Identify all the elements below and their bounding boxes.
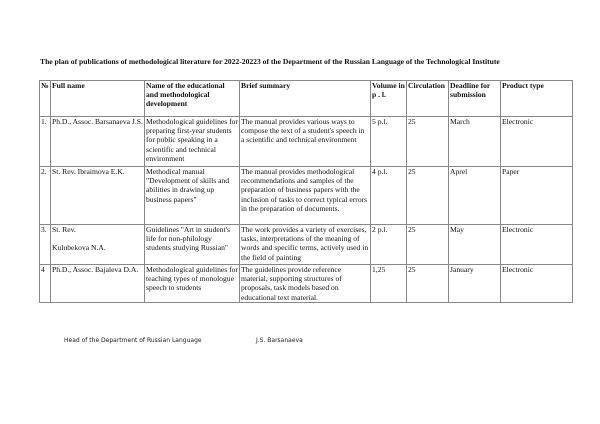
- cell-full-name: Ph.D., Assoc. Barsanaeva J.S.: [51, 117, 145, 167]
- table-row: [40, 167, 573, 225]
- header-volume: Volume in p . l.: [371, 81, 407, 117]
- cell-number: 1.: [40, 117, 51, 167]
- header-brief-summary: Brief summary: [240, 81, 371, 117]
- cell-deadline: Aprel: [449, 167, 501, 225]
- cell-product-type: Electronic: [501, 225, 573, 265]
- cell-product-type: Electronic: [501, 117, 573, 167]
- cell-educational-development: Methodical manual "Development of skills and abilities in drawing up business papers": [145, 167, 240, 225]
- cell-deadline: May: [449, 225, 501, 265]
- cell-full-name: St. Rev. Ibraimova E.K.: [51, 167, 145, 225]
- header-deadline: Deadline for submission: [449, 81, 501, 117]
- cell-volume: 2 p.l.: [371, 225, 407, 265]
- header-product-type: Product type: [501, 81, 573, 117]
- cell-circulation: 25: [407, 265, 449, 303]
- cell-brief-summary: The work provides a variety of exercises, tasks, interpretations of the meaning of words and specific terms, actively used in the field of painting: [240, 225, 371, 265]
- cell-deadline: March: [449, 117, 501, 167]
- footer-signatory-name: J.S. Barsanaeva: [256, 337, 303, 344]
- table-row: [40, 265, 573, 303]
- header-number: №: [40, 81, 51, 117]
- cell-number: 2.: [40, 167, 51, 225]
- cell-educational-development: Methodological guidelines for teaching types of monologue speech to students: [145, 265, 240, 303]
- cell-brief-summary: The manual provides various ways to compose the text of a student's speech in a scientific and technical environment: [240, 117, 371, 167]
- header-circulation: Circulation: [407, 81, 449, 117]
- table-row: [40, 225, 573, 265]
- cell-volume: 5 p.l.: [371, 117, 407, 167]
- cell-full-name: Ph.D., Assoc. Bajaleva D.A.: [51, 265, 145, 303]
- footer-position: Head of the Department of Russian Language: [64, 337, 202, 344]
- cell-educational-development: Methodological guidelines for preparing first-year students for public speaking in a scientific and technical environment: [145, 117, 240, 167]
- header-full-name: Full name: [51, 81, 145, 117]
- cell-circulation: 25: [407, 225, 449, 265]
- cell-brief-summary: The guidelines provide reference material, supporting structures of proposals, task models based on educational text material.: [240, 265, 371, 303]
- cell-product-type: Electronic: [501, 265, 573, 303]
- cell-circulation: 25: [407, 117, 449, 167]
- cell-circulation: 25: [407, 167, 449, 225]
- cell-full-name: St. Rev. Kulubekova N.A.: [51, 225, 145, 265]
- cell-volume: 4 p.l.: [371, 167, 407, 225]
- table-row: [40, 117, 573, 167]
- cell-educational-development: Guidelines "Art in student's life for non-philology students studying Russian": [145, 225, 240, 265]
- document-title: The plan of publications of methodological literature for 2022-20223 of the Department of the Russian Language of the Technological Institute: [40, 57, 500, 66]
- cell-deadline: January: [449, 265, 501, 303]
- publications-table: [39, 80, 573, 303]
- cell-product-type: Paper: [501, 167, 573, 225]
- header-educational-development: Name of the educational and methodological development: [145, 81, 240, 117]
- cell-number: 4: [40, 265, 51, 303]
- cell-brief-summary: The manual provides methodological recommendations and samples of the preparation of business papers with the inclusion of tasks to correct typical errors in the preparation of documents.: [240, 167, 371, 225]
- cell-volume: 1,25: [371, 265, 407, 303]
- table-header-row: [40, 81, 573, 117]
- cell-number: 3.: [40, 225, 51, 265]
